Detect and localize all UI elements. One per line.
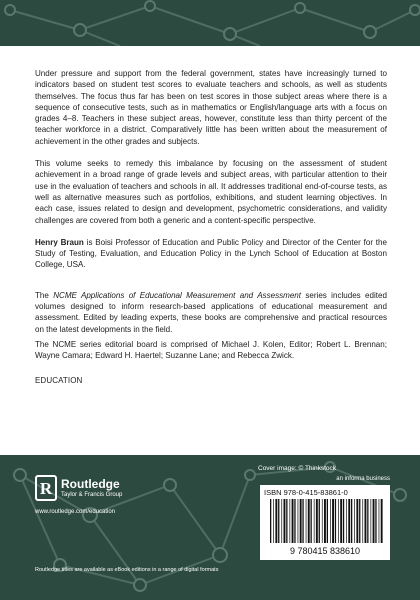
informa-business-label: an informa business — [336, 476, 390, 482]
barcode-bar — [362, 499, 363, 543]
barcode-bar — [351, 499, 352, 543]
barcode-bar — [359, 499, 360, 543]
barcode-bar — [367, 499, 368, 543]
barcode-bar — [314, 499, 315, 543]
barcode-bar — [373, 499, 375, 543]
routledge-r-logo-icon — [35, 475, 57, 501]
series-description — [35, 290, 387, 335]
barcode-bar — [316, 499, 318, 543]
barcode-bar — [302, 499, 303, 543]
paragraph-volume: This volume seeks to remedy this imbalance by focusing on the assessment of student achievement in a broad range of grade levels and subject areas, with particular attention to their use in the evaluation of teachers and schools in all. It addresses traditional end-of-course tests, as well as alternative measures such as portfolios, exhibitions, and student learning objectives. In each case, issues related to design and development, psychometric considerations, and validity challenges are covered from both a generic and a content-specific perspective. — [35, 159, 387, 225]
cover-image-credit: Cover image: © Thinkstock — [258, 465, 337, 472]
barcode-bar — [300, 499, 302, 543]
barcode-bar — [327, 499, 328, 543]
network-pattern-top — [0, 0, 420, 46]
isbn-barcode — [264, 499, 386, 557]
barcode-bar — [346, 499, 347, 543]
barcode-bar — [298, 499, 299, 543]
publisher-name: Routledge — [61, 477, 120, 491]
barcode-bar — [270, 499, 271, 543]
subject-category: EDUCATION — [35, 375, 83, 385]
author-name: Henry Braun — [35, 237, 84, 247]
top-network-band — [0, 0, 420, 46]
barcode-bar — [284, 499, 286, 543]
barcode-bar — [275, 499, 277, 543]
author-description: is Boisi Professor of Education and Public Policy and Director of the Center for the Study of Testing, Evaluation, and Education Policy in the Lynch School of Education at Boston College, USA. — [35, 237, 387, 270]
barcode-bar — [324, 499, 326, 543]
barcode-bar — [332, 499, 334, 543]
paragraph-intro: Under pressure and support from the federal government, states have increasingly turned to indicators based on student test scores to evaluate teachers and schools, as well as students themselves. The focus thus far has been on test scores in those subject areas where there is a sequence of consecutive tests, such as in mathematics or English/language arts with a focus on grades 4–8. Teachers in these subject areas, however, constitute less than thirty percent of the teacher workforce in a district. Comparatively little has been written about the measurement of achievement in the other grades and subjects. — [35, 69, 387, 146]
barcode-bar — [322, 499, 323, 543]
barcode-bar — [335, 499, 336, 543]
barcode-bar — [348, 499, 350, 543]
series-title: NCME Applications of Educational Measurement and Assessment — [53, 290, 302, 300]
barcode-bar — [311, 499, 312, 543]
barcode-bar — [281, 499, 282, 543]
publisher-group: Taylor & Francis Group — [61, 492, 123, 498]
barcode-bar — [365, 499, 367, 543]
barcode-digits: 9 780415 838610 — [289, 546, 361, 556]
barcode-bar — [381, 499, 383, 543]
series-rest: series includes edited volumes designed to inform research-based applications of educational measurement and assessment. Edited by leading experts, these books are comprehensive and practical resources on the latest developments in the field. — [35, 290, 387, 334]
barcode-bar — [354, 499, 355, 543]
barcode-bar — [286, 499, 287, 543]
svg-text:R: R — [39, 479, 53, 498]
editorial-board: The NCME series editorial board is comprised of Michael J. Kolen, Editor; Robert L. Brennan; Wayne Camara; Edward H. Haertel; Suzanne Lane; and Rebecca Zwick. — [35, 339, 387, 361]
barcode-bar — [292, 499, 294, 543]
author-bio — [35, 237, 387, 271]
barcode-panel — [260, 485, 390, 560]
barcode-bar — [330, 499, 331, 543]
barcode-bar — [379, 499, 380, 543]
barcode-bar — [343, 499, 344, 543]
barcode-bar — [294, 499, 295, 543]
barcode-bar — [356, 499, 358, 543]
barcode-bar — [375, 499, 376, 543]
barcode-bar — [308, 499, 310, 543]
barcode-bar — [290, 499, 291, 543]
series-lead: The — [35, 290, 54, 300]
publisher-url: www.routledge.com/education — [35, 509, 116, 515]
barcode-bar — [278, 499, 279, 543]
isbn-label: ISBN 978-0-415-83861-0 — [264, 488, 348, 497]
publisher-logo — [35, 475, 185, 511]
barcode-bar — [340, 499, 342, 543]
cover-text — [35, 68, 387, 385]
barcode-bar — [371, 499, 372, 543]
barcode-bar — [306, 499, 307, 543]
ebook-availability-note: Routledge titles are available as eBook editions in a range of digital formats — [35, 567, 219, 573]
barcode-bar — [319, 499, 320, 543]
barcode-bar — [273, 499, 274, 543]
barcode-bar — [338, 499, 339, 543]
